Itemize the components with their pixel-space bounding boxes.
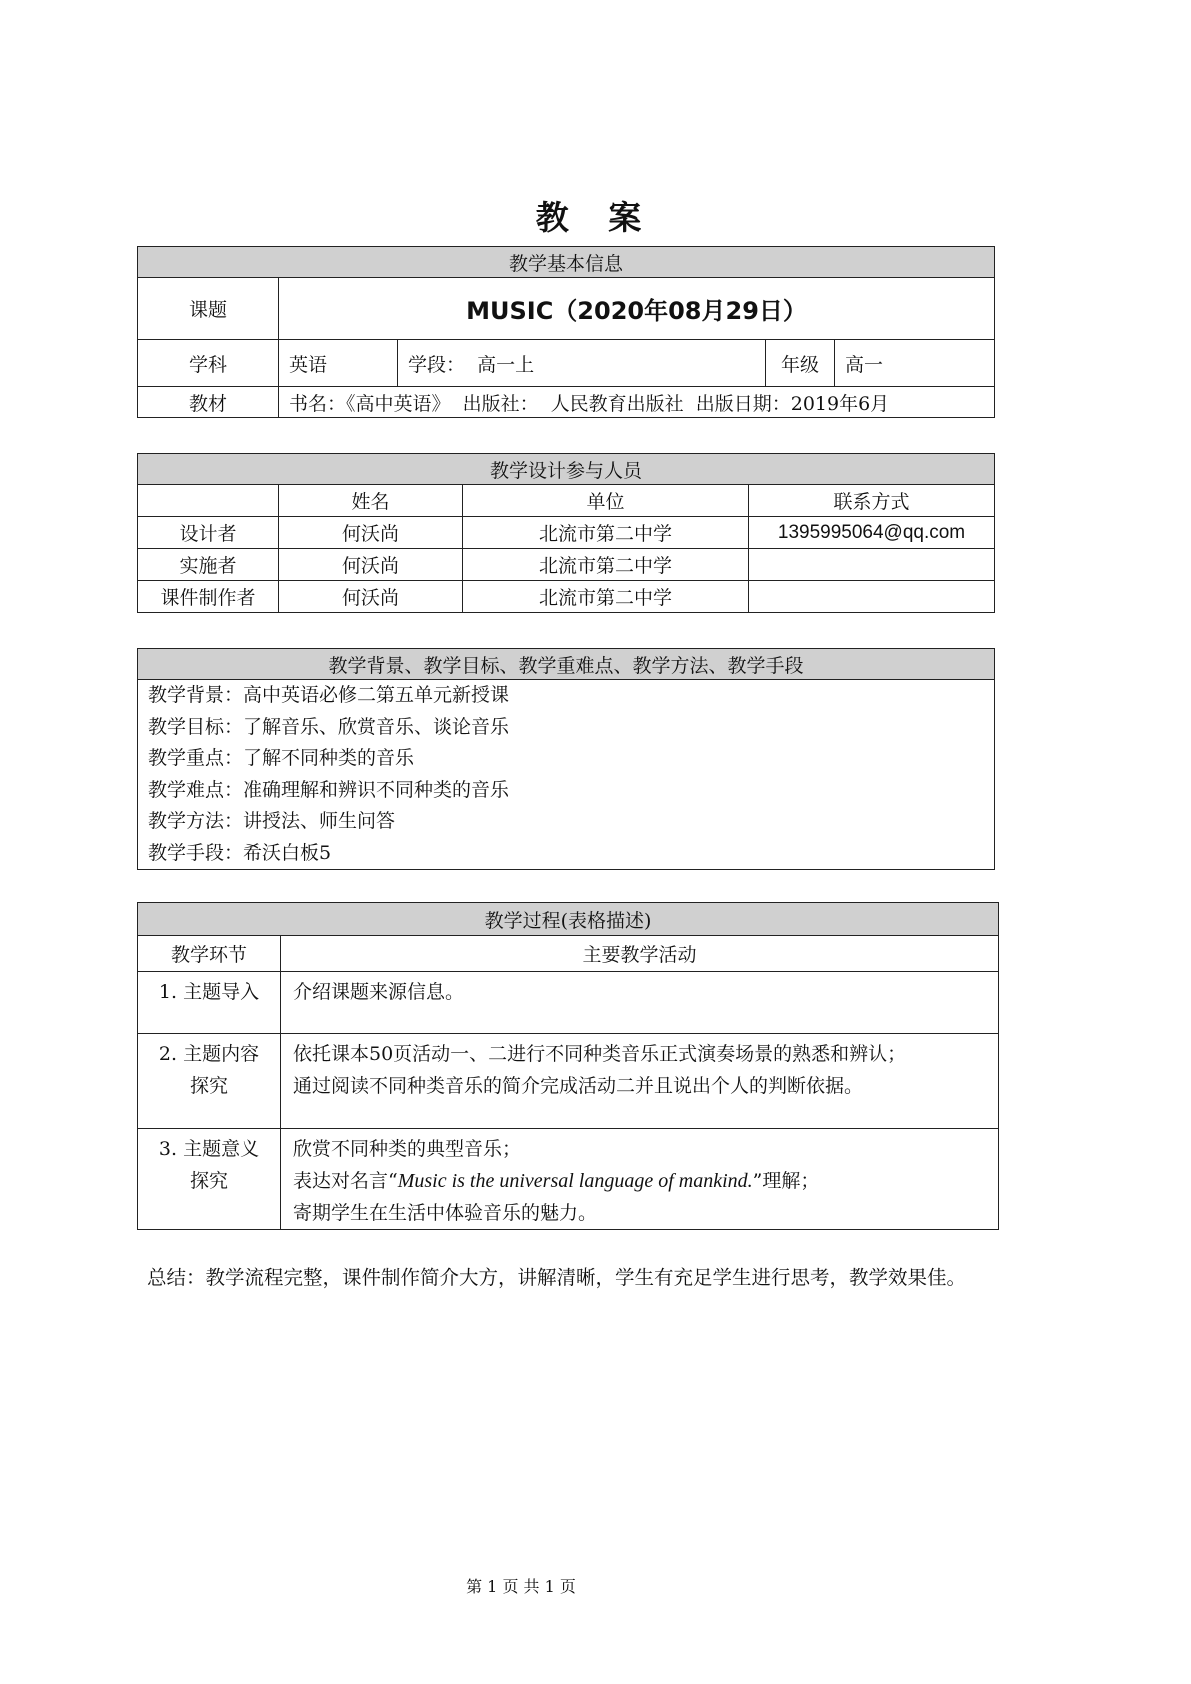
quote-prefix: 表达对名言“: [293, 1170, 398, 1192]
stage-name: 3. 主题意义: [158, 1138, 260, 1160]
page-title: 教 案: [535, 198, 656, 237]
table-row: [138, 1034, 999, 1129]
unit-cell: 北流市第二中学: [463, 517, 749, 549]
role-cell: 课件制作者: [138, 581, 279, 613]
stage-label: 学段：: [408, 353, 466, 376]
unit-cell: 北流市第二中学: [463, 581, 749, 613]
contact-cell: [749, 581, 995, 613]
activity-column-header: 主要教学活动: [281, 936, 999, 972]
activity-line: 依托课本50页活动一、二进行不同种类音乐正式演奏场景的熟悉和辨认；: [293, 1043, 907, 1065]
contact-cell: 1395995064@qq.com: [749, 517, 995, 549]
grade-label: 年级: [766, 340, 835, 387]
material-label: 教材: [138, 387, 279, 418]
basic-info-table: [137, 246, 995, 418]
activity-line: 介绍课题来源信息。: [293, 981, 465, 1003]
stage-name: 1. 主题导入: [158, 981, 260, 1003]
method-line: 教学方法：讲授法、师生问答: [148, 810, 396, 832]
background-content: [138, 680, 995, 870]
name-cell: 何沃尚: [279, 549, 463, 581]
unit-cell: 北流市第二中学: [463, 549, 749, 581]
topic-value: MUSIC（2020年08月29日）: [279, 278, 995, 340]
activity-cell: [281, 972, 999, 1034]
background-header: 教学背景、教学目标、教学重难点、教学方法、教学手段: [138, 649, 995, 680]
name-cell: 何沃尚: [279, 581, 463, 613]
stage-name-cont: 探究: [189, 1075, 228, 1097]
column-header: 单位: [463, 485, 749, 517]
table-row: [138, 517, 995, 549]
page-footer: 第 1 页 共 1 页: [466, 1577, 576, 1596]
column-header: 姓名: [279, 485, 463, 517]
grade-value: 高一: [835, 340, 995, 387]
material-value: 书名：《高中英语》 出版社： 人民教育出版社 出版日期：2019年6月: [279, 387, 995, 418]
stage-value: 高一上: [477, 353, 535, 376]
stage-name-cont: 探究: [189, 1170, 228, 1192]
table-row: [138, 1129, 999, 1230]
topic-label: 课题: [138, 278, 279, 340]
process-table: [137, 902, 999, 1230]
means-line: 教学手段：希沃白板5: [148, 841, 332, 864]
stage-cell: [138, 1034, 281, 1129]
contact-cell: [749, 549, 995, 581]
background-table: [137, 648, 995, 870]
stage-name: 2. 主题内容: [158, 1043, 260, 1065]
participants-table: [137, 453, 995, 613]
table-row: [138, 549, 995, 581]
activity-line: 欣赏不同种类的典型音乐；: [293, 1138, 522, 1160]
subject-value: 英语: [279, 340, 398, 387]
name-cell: 何沃尚: [279, 517, 463, 549]
activity-line-quote: [281, 1165, 998, 1197]
summary-text: 总结：教学流程完整，课件制作简介大方，讲解清晰，学生有充足学生进行思考，教学效果佳。: [147, 1266, 967, 1289]
stage-cell: [138, 1129, 281, 1230]
key-point-line: 教学重点：了解不同种类的音乐: [148, 747, 415, 769]
background-line: 教学背景：高中英语必修二第五单元新授课: [148, 684, 510, 706]
english-quote: Music is the universal language of mankind.: [397, 1170, 753, 1192]
objective-line: 教学目标：了解音乐、欣赏音乐、谈论音乐: [148, 715, 510, 738]
table-row: [138, 972, 999, 1034]
difficulty-line: 教学难点：准确理解和辨识不同种类的音乐: [148, 778, 510, 801]
stage-column-header: 教学环节: [138, 936, 281, 972]
basic-info-header: 教学基本信息: [138, 247, 995, 278]
column-header: 联系方式: [749, 485, 995, 517]
quote-suffix: ”理解；: [752, 1170, 820, 1192]
activity-line: 通过阅读不同种类音乐的简介完成活动二并且说出个人的判断依据。: [293, 1075, 864, 1097]
activity-line: 寄期学生在生活中体验音乐的魅力。: [293, 1202, 598, 1224]
process-header: 教学过程(表格描述): [138, 903, 999, 936]
role-cell: 设计者: [138, 517, 279, 549]
activity-cell: [281, 1129, 999, 1230]
activity-cell: [281, 1034, 999, 1129]
role-cell: 实施者: [138, 549, 279, 581]
stage-cell: [398, 340, 766, 387]
stage-cell: [138, 972, 281, 1034]
table-row: [138, 581, 995, 613]
column-header: [138, 485, 279, 517]
subject-label: 学科: [138, 340, 279, 387]
participants-header: 教学设计参与人员: [138, 454, 995, 485]
